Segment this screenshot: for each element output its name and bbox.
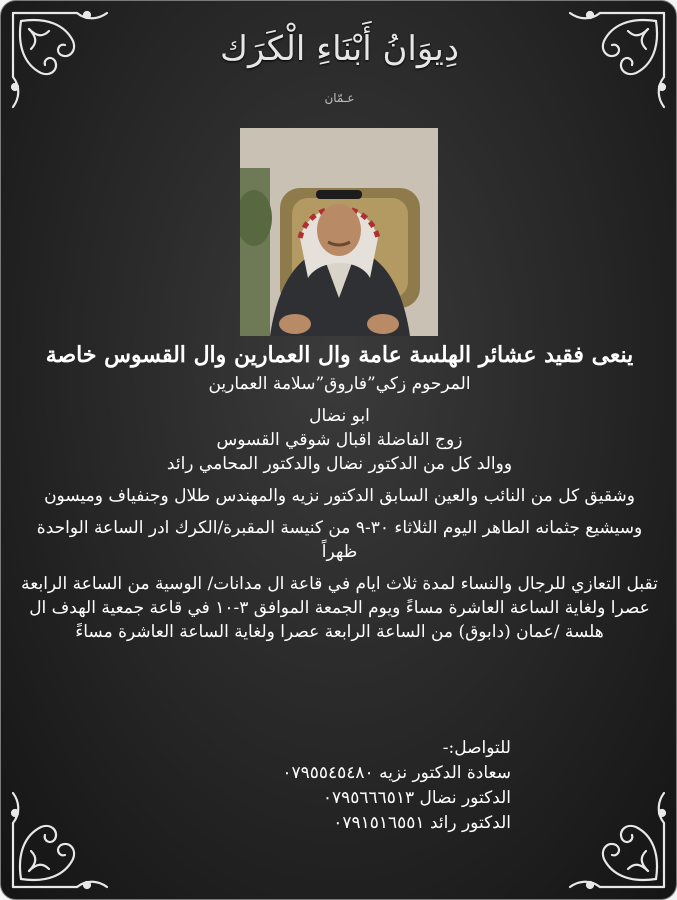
condolences-line: تقبل التعازي للرجال والنساء لمدة ثلاث ايام في قاعة ال مدانات/ الوسية من الساعة الرابعة عصرا ولغاية الساعة العاشرة مساءً ويوم الجمعة الموافق ٣-١٠ في قاعة جمعية الهدف ال هلسة /عمان (دابوق) من الساعة الرابعة عصرا ولغاية الساعة العاشرة مساءً — [21, 574, 658, 642]
funeral-line: وسيشيع جثمانه الطاهر اليوم الثلاثاء ٣٠-٩ من كنيسة المقبرة/الكرك ادر الساعة الواحدة ظهراً — [36, 518, 643, 562]
logo-subtitle: عـمّان — [324, 91, 355, 105]
deceased-name: المرحوم زكي”فاروق”سلامة العمارين — [208, 374, 471, 394]
announcement-text — [21, 338, 658, 644]
contact-item: الدكتور نضال ٠٧٩٥٦٦٦٥١٣ — [322, 788, 511, 808]
announcement-headline: ينعى فقيد عشائر الهلسة عامة وال العمارين وال القسوس خاصة — [45, 342, 634, 368]
contact-item: الدكتور رائد ٠٧٩١٥١٦٥٥١ — [333, 813, 511, 833]
logo-title: دِيوَانُ أَبْنَاءِ الْكَرَك — [219, 29, 460, 69]
spouse-line: زوج الفاضلة اقبال شوقي القسوس — [216, 430, 463, 450]
contact-item: سعادة الدكتور نزيه ٠٧٩٥٥٤٥٤٨٠ — [282, 763, 511, 783]
corner-ornament-bottom-right — [560, 783, 670, 893]
kunya: ابو نضال — [309, 406, 370, 426]
corner-ornament-bottom-left — [7, 783, 117, 893]
portrait-illustration — [240, 128, 438, 336]
contacts-label: للتواصل:- — [442, 738, 511, 758]
diwan-logo — [1, 29, 677, 105]
contacts-block — [181, 736, 511, 836]
portrait-photo — [240, 128, 438, 336]
children-line: ووالد كل من الدكتور نضال والدكتور المحامي رائد — [166, 454, 513, 474]
siblings-line: وشقيق كل من النائب والعين السابق الدكتور نزيه والمهندس طلال وجنفياف وميسون — [44, 486, 635, 506]
